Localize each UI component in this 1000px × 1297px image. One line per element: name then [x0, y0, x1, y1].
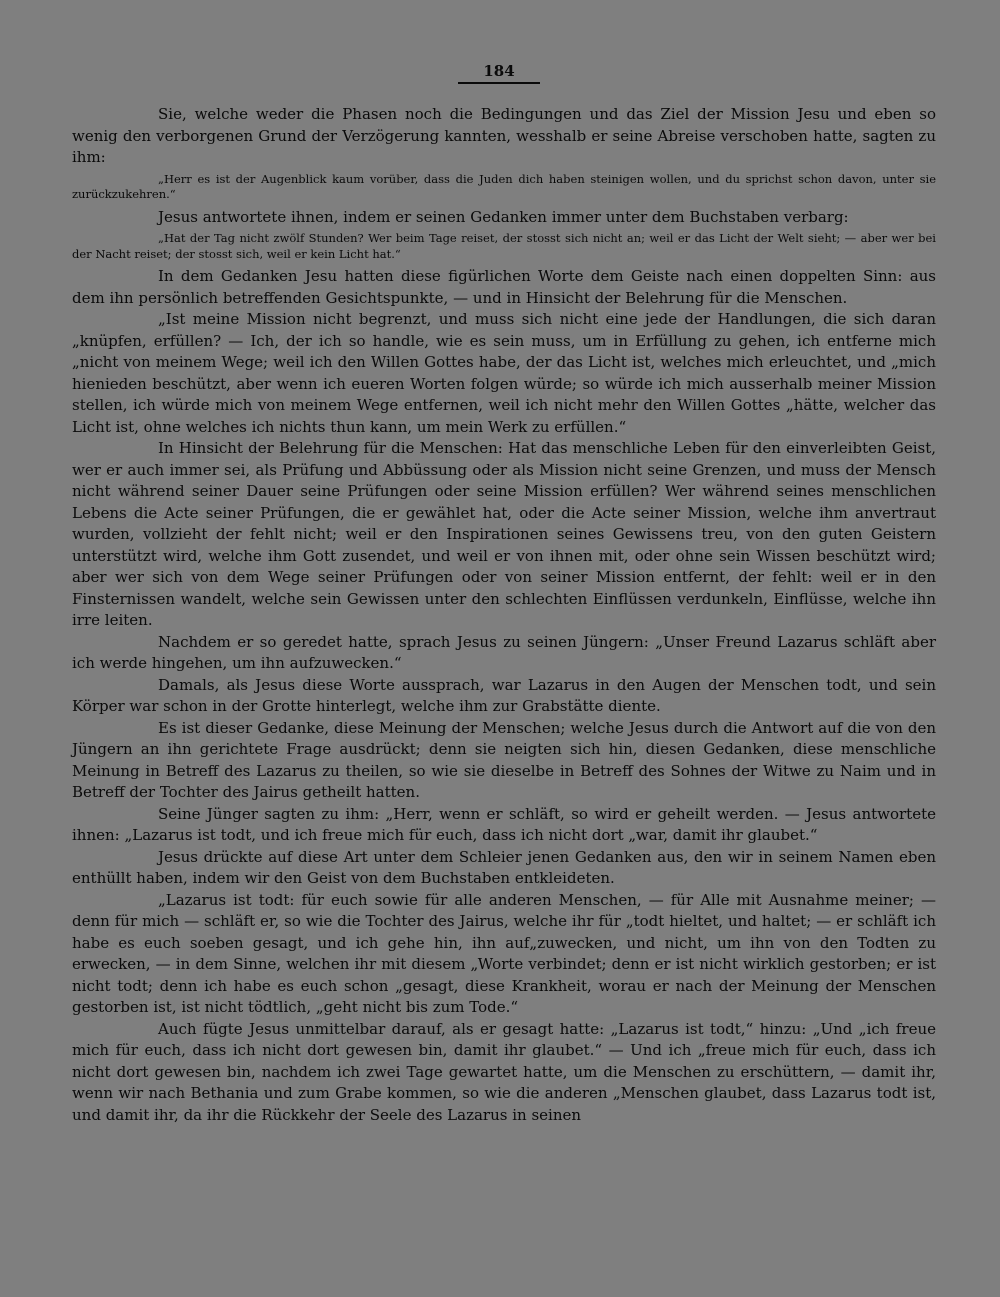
page-number: 184 [458, 62, 540, 84]
paragraph: „Lazarus ist todt: für euch sowie für alle anderen Menschen, — für Alle mit Ausnahme meiner; — denn für mich — schläft er, so wie die Tochter des Jairus, welche ihr für „todt hieltet, und haltet; — er schläft ich habe es euch soeben gesagt, und ich gehe hin, ihn auf„zuwecken, und nicht, um ihn von den Todten zu erwecken, — in dem Sinne, welchen ihr mit diesem „Worte verbindet; denn er ist nicht wirklich gestorben; er ist nicht todt; denn ich habe es euch schon „gesagt, diese Krankheit, worau er nach der Meinung der Menschen gestorben ist, ist nicht tödtlich, „geht nicht bis zum Tode.“ [72, 890, 936, 1016]
paragraph: Es ist dieser Gedanke, diese Meinung der Menschen; welche Jesus durch die Antwort auf die von den Jüngern an ihn gerichtete Frage ausdrückt; denn sie neigten sich hin, diesen Gedanken, diese menschliche Meinung in Betreff des Lazarus zu theilen, so wie sie dieselbe in Betreff des Sohnes der Witwe zu Naim und in Betreff der Tochter des Jairus getheilt hatten. [72, 718, 936, 801]
paragraph: „Ist meine Mission nicht begrenzt, und muss sich nicht eine jede der Handlungen, die sich daran „knüpfen, erfüllen? — Ich, der ich so handle, wie es sein muss, um in Erfüllung zu gehen, ich entferne mich „nicht von meinem Wege; weil ich den Willen Gottes habe, der das Licht ist, welches mich erleuchtet, und „mich hienieden beschützt, aber wenn ich eueren Worten folgen würde; so würde ich mich ausserhalb meiner Mission stellen, ich würde mich von meinem Wege entfernen, weil ich nicht mehr den Willen Gottes „hätte, welcher das Licht ist, ohne welches ich nichts thun kann, um mein Werk zu erfüllen.“ [72, 310, 936, 436]
paragraph: Seine Jünger sagten zu ihm: „Herr, wenn er schläft, so wird er geheilt werden. — Jesus antwortete ihnen: „Lazarus ist todt, und ich freue mich für euch, dass ich nicht dort „war, damit ihr glaubet.“ [72, 804, 936, 844]
paragraph: Damals, als Jesus diese Worte aussprach, war Lazarus in den Augen der Menschen todt, und sein Körper war schon in der Grotte hinterlegt, welche ihm zur Grabstätte diente. [72, 675, 936, 715]
quote-paragraph: „Hat der Tag nicht zwölf Stunden? Wer beim Tage reiset, der stosst sich nicht an; weil er das Licht der Welt sieht; — aber wer bei der Nacht reiset; der stosst sich, weil er kein Licht hat.“ [72, 231, 936, 261]
paragraph: Jesus drückte auf diese Art unter dem Schleier jenen Gedanken aus, den wir in seinem Namen eben enthüllt haben, indem wir den Geist von dem Buchstaben entkleideten. [72, 847, 936, 887]
page-body [72, 104, 936, 1126]
paragraph: Jesus antwortete ihnen, indem er seinen Gedanken immer unter dem Buchstaben verbarg: [158, 207, 849, 226]
quote-paragraph: „Herr es ist der Augenblick kaum vorüber, dass die Juden dich haben steinigen wollen, und du sprichst schon davon, unter sie zurückzukehren.“ [72, 171, 936, 201]
paragraph: In dem Gedanken Jesu hatten diese figürlichen Worte dem Geiste nach einen doppelten Sinn: aus dem ihn persönlich betreffenden Gesichtspunkte, — und in Hinsicht der Belehrung für die Menschen. [72, 267, 936, 307]
paragraph: Sie, welche weder die Phasen noch die Bedingungen und das Ziel der Mission Jesu und eben so wenig den verborgenen Grund der Verzögerung kannten, wesshalb er seine Abreise verschoben hatte, sagten zu ihm: [72, 105, 936, 166]
paragraph: Nachdem er so geredet hatte, sprach Jesus zu seinen Jüngern: „Unser Freund Lazarus schläft aber ich werde hingehen, um ihn aufzuwecken.“ [72, 632, 936, 672]
paragraph: In Hinsicht der Belehrung für die Menschen: Hat das menschliche Leben für den einverleibten Geist, wer er auch immer sei, als Prüfung und Abbüssung oder als Mission nicht seine Grenzen, und muss der Mensch nicht während seiner Dauer seine Prüfungen oder seine Mission erfüllen? Wer während seines menschlichen Lebens die Acte seiner Prüfungen, die er gewählet hat, oder die Acte seiner Mission, welche ihm anvertraut wurden, vollzieht der fehlt nicht; weil er den Inspirationen seines Gewissens treu, von den guten Geistern unterstützt wird, welche ihm Gott zusendet, und weil er von ihnen mit, oder ohne sein Wissen beschützt wird; aber wer sich von dem Wege seiner Prüfungen oder von seiner Mission entfernt, der fehlt: weil er in den Finsternissen wandelt, welche sein Gewissen unter den schlechten Einflüssen verdunkeln, Einflüsse, welche ihn irre leiten. [72, 439, 936, 629]
paragraph: Auch fügte Jesus unmittelbar darauf, als er gesagt hatte: „Lazarus ist todt,“ hinzu: „Und „ich freue mich für euch, dass ich nicht dort gewesen bin, damit ihr glaubet.“ — Und ich „freue mich für euch, dass ich nicht dort gewesen bin, nachdem ich zwei Tage gewartet hatte, um die Menschen zu erschüttern, — damit ihr, wenn wir nach Bethania und zum Grabe kommen, so wie die anderen „Menschen glaubet, dass Lazarus todt ist, und damit ihr, da ihr die Rückkehr der Seele des Lazarus in seinen [72, 1019, 936, 1124]
